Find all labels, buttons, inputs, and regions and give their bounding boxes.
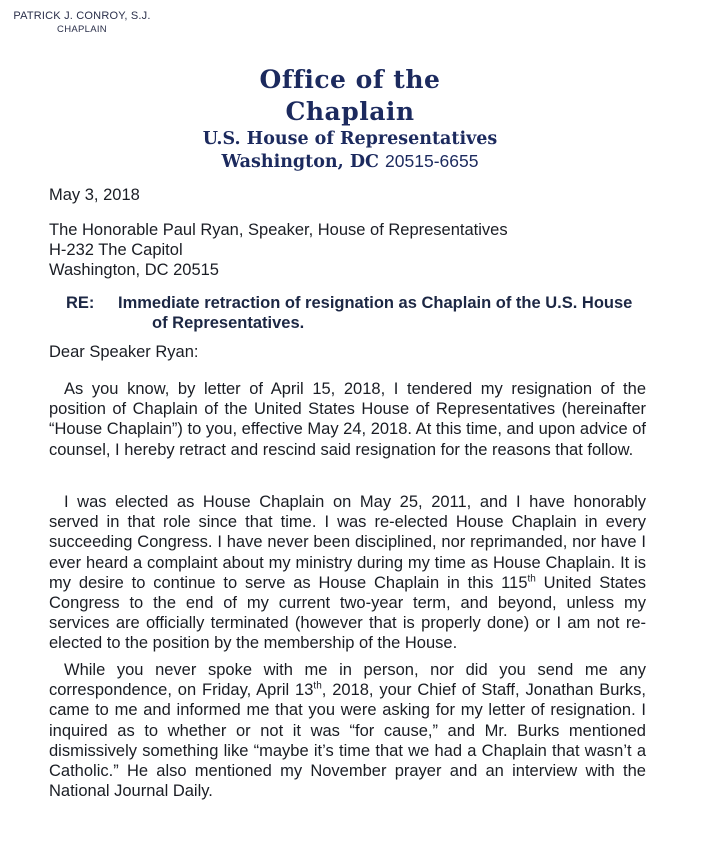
sender-name: PATRICK J. CONROY, S.J.: [13, 10, 151, 22]
letterhead: [200, 64, 500, 173]
recipient-line-3: Washington, DC 20515: [49, 261, 219, 279]
paragraph-2: [49, 492, 646, 654]
paragraph-1: [49, 379, 646, 460]
paragraph-3-text-a: While you never spoke with me in person, nor did you send me any correspondence, on Friday, April 13: [49, 661, 646, 700]
paragraph-3-text-b: , 2018, your Chief of Staff, Jonathan Burks, came to me and informed me that you were asking for my letter of resignation. I inquired as to whether or not it was “for cause,” and Mr. Burks mentioned dismissively something like “maybe it’s time that we had a Chaplain that wasn’t a Catholic.” He also mentioned my November prayer and an interview with the National Journal Daily.: [49, 681, 647, 801]
subject-text: [118, 293, 656, 333]
recipient-line-2: H-232 The Capitol: [49, 241, 183, 259]
letterhead-office: Office of the Chaplain: [259, 65, 441, 126]
subject-label: RE:: [66, 294, 95, 312]
sender-block: [12, 10, 152, 35]
letterhead-address: [200, 150, 500, 173]
subject-line-2: of Representatives.: [152, 314, 305, 332]
paragraph-2-text-a: I was elected as House Chaplain on May 25, 2011, and I have honorably served in that role since that time. I was re-elected House Chaplain in every succeeding Congress. I have never been disciplined, nor reprimanded, nor have I ever heard a complaint about my ministry during my time as House Chaplain. It is my desire to continue to serve as House Chaplain in this 115: [49, 493, 646, 592]
letterhead-zip: 20515-6655: [385, 151, 479, 171]
sender-title: CHAPLAIN: [57, 24, 107, 35]
paragraph-3: [49, 660, 646, 801]
paragraph-2-ordinal: th: [527, 573, 536, 585]
paragraph-2-text-b: United States Congress to the end of my current two-year term, and beyond, unless my services are officially terminated (however that is properly done) or I am not re-elected to the position by the membership of the House.: [49, 573, 646, 653]
letter-date: May 3, 2018: [49, 186, 140, 204]
recipient-address: [49, 220, 508, 280]
salutation: Dear Speaker Ryan:: [49, 343, 199, 361]
paragraph-1-text: As you know, by letter of April 15, 2018, I tendered my resignation of the position of Chaplain of the United States House of Representatives (hereinafter “House Chaplain”) to you, effective May 24, 2018. At this time, and upon advice of counsel, I hereby retract and rescind said resignation for the reasons that follow.: [49, 380, 646, 459]
subject-line: [66, 293, 656, 333]
letterhead-house: U.S. House of Representatives: [202, 129, 498, 149]
letterhead-city: Washington, DC: [221, 152, 379, 172]
subject-line-1: Immediate retraction of resignation as Chaplain of the U.S. House: [118, 294, 633, 312]
recipient-line-1: The Honorable Paul Ryan, Speaker, House of Representatives: [49, 221, 508, 239]
paragraph-3-ordinal: th: [313, 680, 322, 692]
